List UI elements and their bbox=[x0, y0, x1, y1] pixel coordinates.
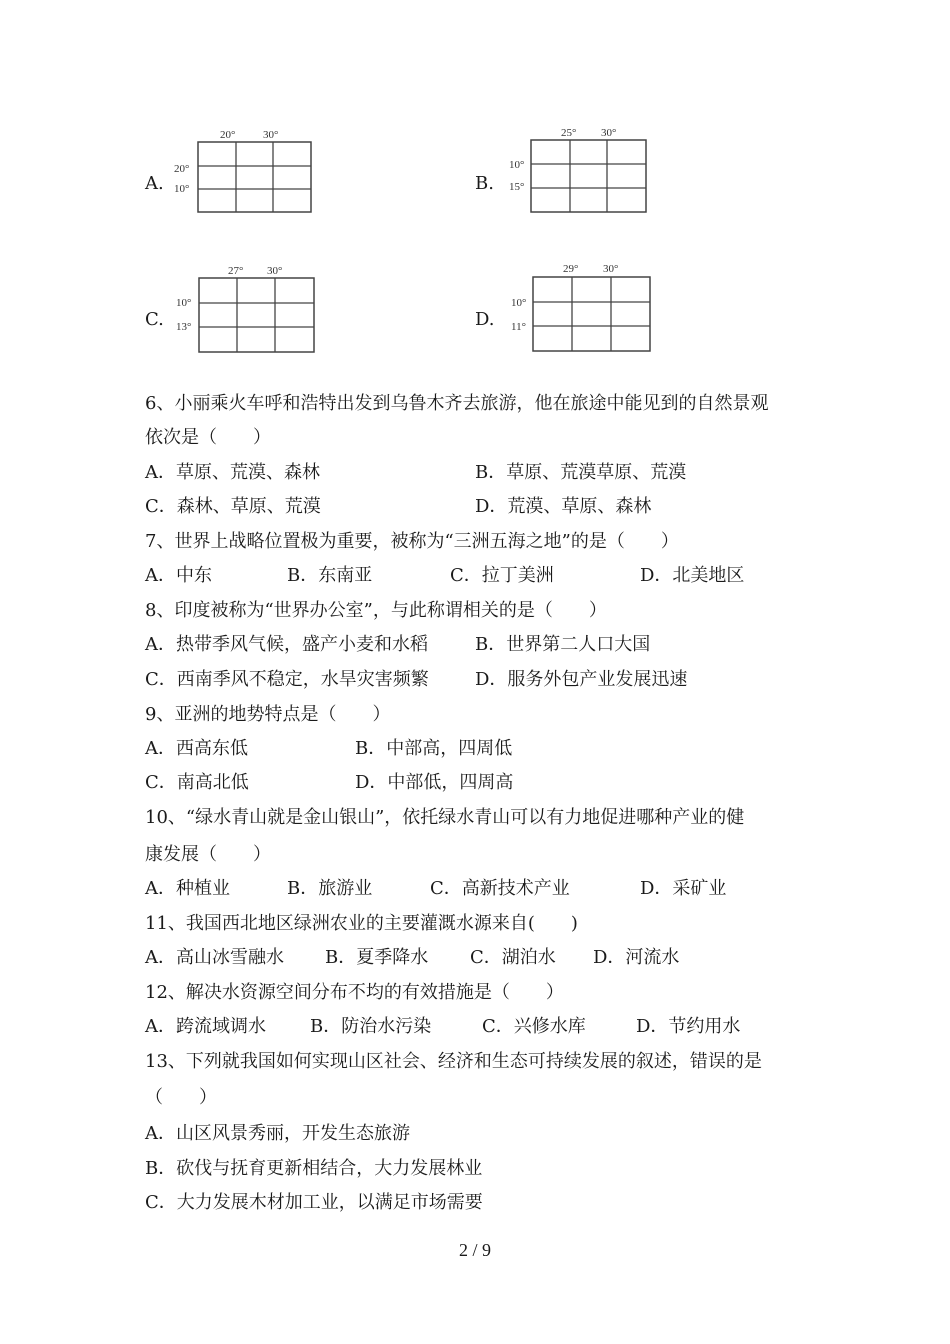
q9-option-c: C．南高北低 bbox=[145, 772, 249, 793]
q10-option-c: C．高新技术产业 bbox=[430, 878, 570, 899]
q7-option-a: A．中东 bbox=[145, 565, 212, 586]
q9-option-d: D．中部低，四周高 bbox=[355, 772, 514, 793]
grid-a-lat-2: 10° bbox=[174, 183, 190, 195]
q13-option-c: C．大力发展木材加工业，以满足市场需要 bbox=[145, 1192, 483, 1213]
q7-option-d: D．北美地区 bbox=[640, 565, 745, 586]
q11-option-a: A．高山冰雪融水 bbox=[145, 947, 284, 968]
q9-option-b: B．中部高，四周低 bbox=[355, 738, 513, 759]
q12-stem: 12、解决水资源空间分布不均的有效措施是（ ） bbox=[145, 982, 564, 1003]
grid-a-lon-1: 20° bbox=[220, 129, 236, 141]
q8-stem: 8、印度被称为“世界办公室”，与此称谓相关的是（ ） bbox=[145, 600, 607, 621]
q12-option-d: D．节约用水 bbox=[636, 1016, 741, 1037]
q7-option-c: C．拉丁美洲 bbox=[450, 565, 554, 586]
grid-b-diagram bbox=[503, 122, 653, 217]
grid-a-lon-2: 30° bbox=[263, 129, 279, 141]
grid-d-lat-1: 10° bbox=[511, 297, 527, 309]
grid-d-lat-2: 11° bbox=[511, 321, 526, 333]
grid-b-lat-1: 10° bbox=[509, 159, 525, 171]
q8-option-b: B．世界第二人口大国 bbox=[475, 634, 651, 655]
grid-b-lon-1: 25° bbox=[561, 127, 577, 139]
grid-d-lon-1: 29° bbox=[563, 263, 579, 275]
q6-stem-line-2: 依次是（ ） bbox=[145, 427, 271, 448]
grid-b-lat-2: 15° bbox=[509, 181, 525, 193]
q11-option-c: C．湖泊水 bbox=[470, 947, 556, 968]
q10-option-b: B．旅游业 bbox=[287, 878, 373, 899]
q8-option-a: A．热带季风气候，盛产小麦和水稻 bbox=[145, 634, 428, 655]
q13-option-b: B．砍伐与抚育更新相结合，大力发展林业 bbox=[145, 1158, 483, 1179]
grid-c-lon-1: 27° bbox=[228, 265, 244, 277]
q11-stem: 11、我国西北地区绿洲农业的主要灌溉水源来自( ) bbox=[145, 913, 578, 934]
q12-option-a: A．跨流域调水 bbox=[145, 1016, 266, 1037]
q10-option-d: D．采矿业 bbox=[640, 878, 727, 899]
q6-option-d: D．荒漠、草原、森林 bbox=[475, 496, 652, 517]
grid-b-frame bbox=[531, 140, 646, 212]
grid-a-frame bbox=[198, 142, 311, 212]
grid-c-diagram bbox=[170, 260, 320, 357]
grid-c-lon-2: 30° bbox=[267, 265, 283, 277]
grid-a-label: A. bbox=[145, 173, 164, 194]
q7-option-b: B．东南亚 bbox=[287, 565, 373, 586]
q11-option-d: D．河流水 bbox=[593, 947, 680, 968]
q10-stem-line-2: 康发展（ ） bbox=[145, 844, 271, 865]
grid-d-diagram bbox=[505, 258, 655, 355]
q9-option-a: A．西高东低 bbox=[145, 738, 248, 759]
q7-stem: 7、世界上战略位置极为重要，被称为“三洲五海之地”的是（ ） bbox=[145, 531, 679, 552]
grid-b-lon-2: 30° bbox=[601, 127, 617, 139]
q11-option-b: B．夏季降水 bbox=[325, 947, 429, 968]
q12-option-c: C．兴修水库 bbox=[482, 1016, 586, 1037]
grid-a-diagram bbox=[168, 122, 318, 217]
grid-d-label: D. bbox=[475, 309, 495, 330]
q6-option-c: C．森林、草原、荒漠 bbox=[145, 496, 321, 517]
page-number: 2 / 9 bbox=[458, 1240, 491, 1260]
q12-option-b: B．防治水污染 bbox=[310, 1016, 432, 1037]
q8-option-d: D．服务外包产业发展迅速 bbox=[475, 669, 688, 690]
grid-a-lat-1: 20° bbox=[174, 163, 190, 175]
q13-stem-line-2: （ ） bbox=[145, 1087, 217, 1108]
grid-c-lat-1: 10° bbox=[176, 297, 192, 309]
q6-option-b: B．草原、荒漠草原、荒漠 bbox=[475, 462, 687, 483]
q9-stem: 9、亚洲的地势特点是（ ） bbox=[145, 704, 391, 725]
grid-c-label: C. bbox=[145, 309, 164, 330]
q6-option-a: A．草原、荒漠、森林 bbox=[145, 462, 320, 483]
grid-c-frame bbox=[199, 278, 314, 352]
q13-stem-line-1: 13、下列就我国如何实现山区社会、经济和生态可持续发展的叙述，错误的是 bbox=[145, 1051, 762, 1072]
q13-option-a: A．山区风景秀丽，开发生态旅游 bbox=[145, 1123, 410, 1144]
q8-option-c: C．西南季风不稳定，水旱灾害频繁 bbox=[145, 669, 429, 690]
q10-stem-line-1: 10、“绿水青山就是金山银山”，依托绿水青山可以有力地促进哪种产业的健 bbox=[145, 807, 745, 828]
grid-c-lat-2: 13° bbox=[176, 321, 192, 333]
grid-d-frame bbox=[533, 277, 650, 351]
grid-d-lon-2: 30° bbox=[603, 263, 619, 275]
q10-option-a: A．种植业 bbox=[145, 878, 230, 899]
grid-b-label: B. bbox=[475, 173, 494, 194]
q6-stem-line-1: 6、小丽乘火车呼和浩特出发到乌鲁木齐去旅游，他在旅途中能见到的自然景观 bbox=[145, 393, 769, 414]
